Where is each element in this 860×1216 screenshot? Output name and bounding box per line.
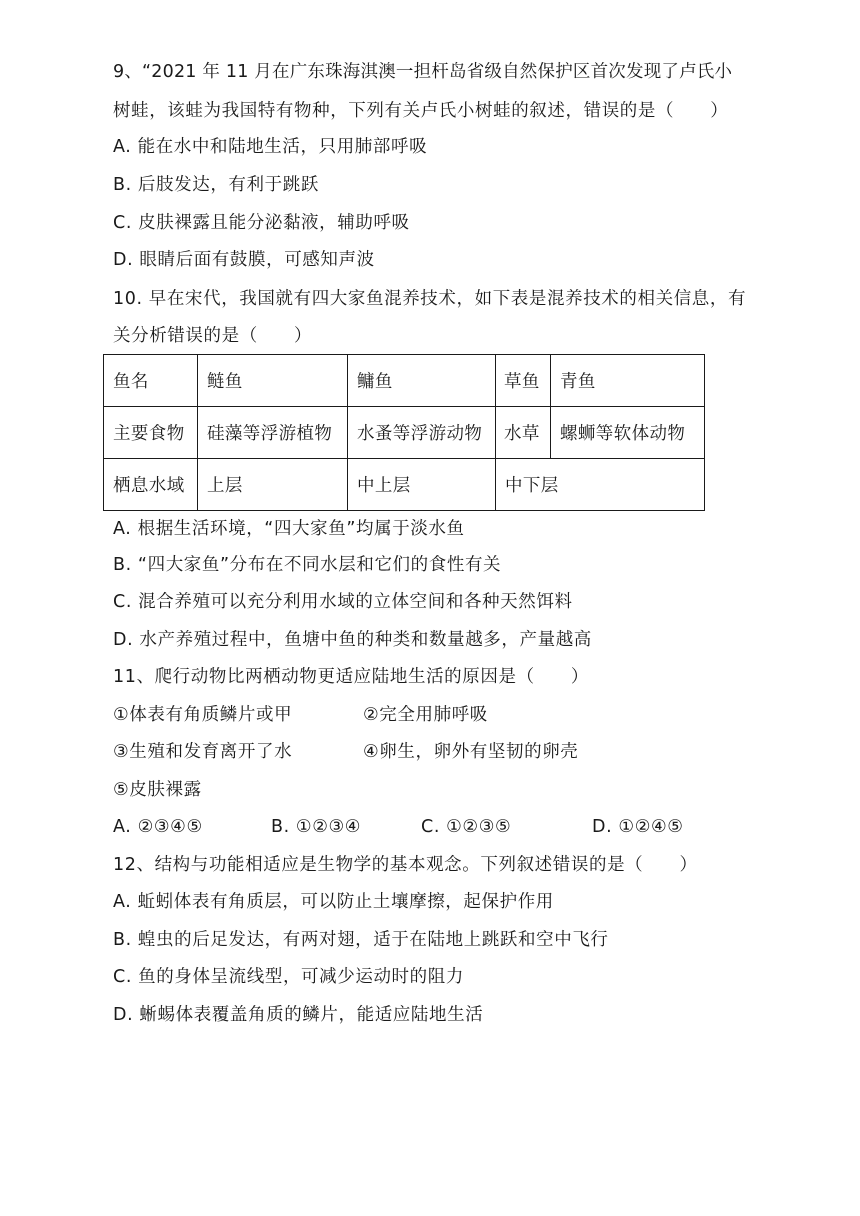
q10-option-d: D. 水产养殖过程中，鱼塘中鱼的种类和数量越多，产量越高 [113,630,592,650]
q12-stem: 12、结构与功能相适应是生物学的基本观念。下列叙述错误的是（ ） [113,855,698,875]
table-cell: 上层 [198,459,348,511]
table-cell: 鲢鱼 [198,355,348,407]
fish-table [103,354,705,511]
table-cell: 主要食物 [104,407,198,459]
q9-stem-line2: 树蛙，该蛙为我国特有物种，下列有关卢氏小树蛙的叙述，错误的是（ ） [113,101,729,121]
table-cell: 鱼名 [104,355,198,407]
q11-option-a: A. ②③④⑤ [113,817,203,837]
q11-item-4: ④卵生，卵外有坚韧的卵壳 [363,742,579,762]
q9-stem-line1: 9、“2021 年 11 月在广东珠海淇澳一担杆岛省级自然保护区首次发现了卢氏小 [113,62,733,82]
table-cell: 栖息水域 [104,459,198,511]
q9-option-b: B. 后肢发达，有利于跳跃 [113,175,319,195]
q11-option-c: C. ①②③⑤ [421,817,512,837]
table-cell: 螺蛳等软体动物 [551,407,705,459]
table-row [104,459,705,511]
q9-option-d: D. 眼睛后面有鼓膜，可感知声波 [113,250,375,270]
q10-stem-line1: 10. 早在宋代，我国就有四大家鱼混养技术，如下表是混养技术的相关信息，有 [113,289,747,309]
table-row [104,407,705,459]
q10-option-a: A. 根据生活环境，“四大家鱼”均属于淡水鱼 [113,519,465,539]
q10-option-c: C. 混合养殖可以充分利用水域的立体空间和各种天然饵料 [113,592,573,612]
table-cell: 水草 [496,407,551,459]
table-cell: 草鱼 [496,355,551,407]
q12-option-d: D. 蜥蜴体表覆盖角质的鳞片，能适应陆地生活 [113,1005,484,1025]
q11-stem: 11、爬行动物比两栖动物更适应陆地生活的原因是（ ） [113,667,589,687]
table-cell: 水蚤等浮游动物 [348,407,496,459]
q11-item-5: ⑤皮肤裸露 [113,780,202,800]
q12-option-c: C. 鱼的身体呈流线型，可减少运动时的阻力 [113,967,464,987]
q10-option-b: B. “四大家鱼”分布在不同水层和它们的食性有关 [113,555,502,575]
table-cell: 中下层 [496,459,705,511]
table-cell: 硅藻等浮游植物 [198,407,348,459]
q11-item-2: ②完全用肺呼吸 [363,705,488,725]
table-cell: 青鱼 [551,355,705,407]
table-cell: 中上层 [348,459,496,511]
table-row [104,355,705,407]
table-cell: 鳙鱼 [348,355,496,407]
q11-option-d: D. ①②④⑤ [592,817,684,837]
q10-stem-line2: 关分析错误的是（ ） [113,326,313,346]
q9-option-a: A. 能在水中和陆地生活，只用肺部呼吸 [113,137,428,157]
q12-option-a: A. 蚯蚓体表有角质层，可以防止土壤摩擦，起保护作用 [113,892,554,912]
q11-option-b: B. ①②③④ [271,817,362,837]
q11-item-1: ①体表有角质鳞片或甲 [113,705,293,725]
q11-item-3: ③生殖和发育离开了水 [113,742,293,762]
q9-option-c: C. 皮肤裸露且能分泌黏液，辅助呼吸 [113,213,410,233]
q12-option-b: B. 蝗虫的后足发达，有两对翅，适于在陆地上跳跃和空中飞行 [113,930,609,950]
